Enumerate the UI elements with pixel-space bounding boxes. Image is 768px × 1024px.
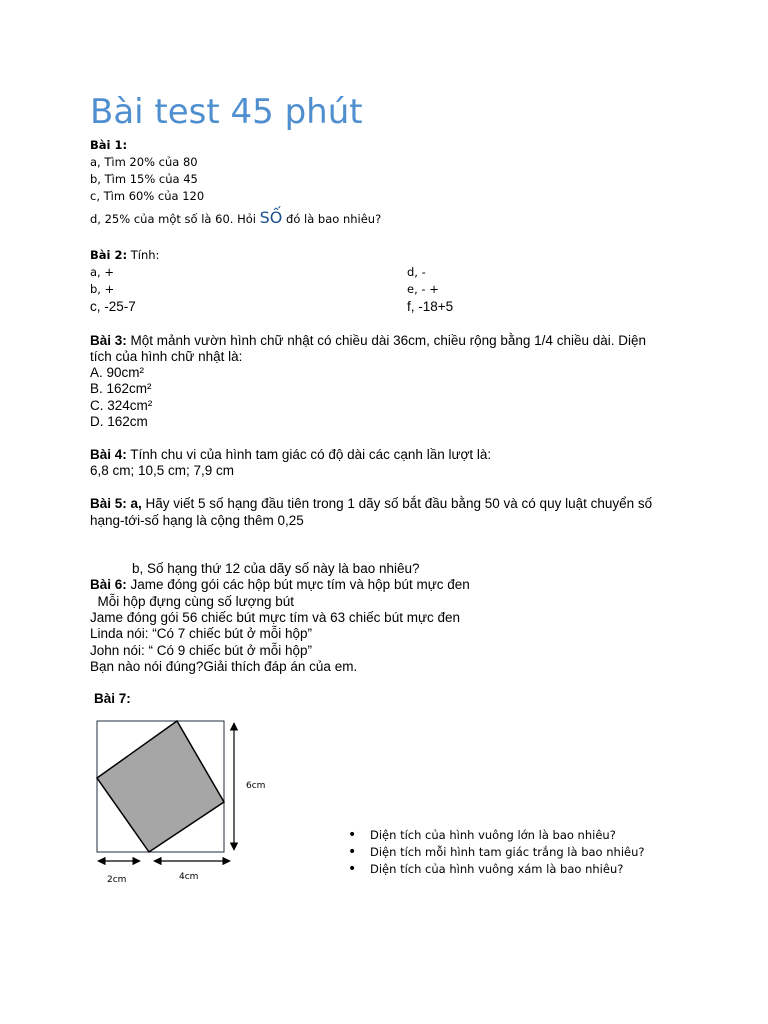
bai1-b: b, Tìm 15% của 45: [90, 172, 198, 186]
bai6-line6: Bạn nào nói đúng?Giải thích đáp án của em.: [90, 659, 358, 674]
bai5-label: Bài 5:: [90, 496, 127, 511]
bai2-c: c, -25-7: [90, 299, 136, 314]
label-4cm: 4cm: [179, 872, 199, 882]
label-2cm: 2cm: [107, 875, 127, 885]
bai7-question-1: • Diện tích của hình vuông lớn là bao nhiêu?: [348, 828, 644, 845]
bai2-d: d, -: [407, 265, 426, 279]
bai5-line2: hạng-tới-số hạng là cộng thêm 0,25: [90, 513, 304, 528]
bai6-line5: John nói: “ Có 9 chiếc bút ở mỗi hộp”: [90, 643, 312, 658]
page-title: Bài test 45 phút: [90, 92, 363, 132]
bai7-heading: [94, 691, 131, 706]
bai3-label: Bài 3:: [90, 333, 127, 348]
bai3-option-b: B. 162cm²: [90, 381, 152, 396]
bai2-e: e, - +: [407, 282, 439, 296]
bai6-line4: Linda nói: “Có 7 chiếc bút ở mỗi hộp”: [90, 626, 312, 641]
bai2-f: f, -18+5: [407, 299, 454, 314]
bai6-text1: Jame đóng gói các hộp bút mực tím và hộp bút mực đen: [126, 577, 470, 592]
bai1-a: a, Tìm 20% của 80: [90, 155, 198, 169]
bai7-label: Bài 7:: [94, 691, 131, 706]
bai2-a: a, +: [90, 265, 114, 279]
bai3-text1: Một mảnh vườn hình chữ nhật có chiều dài 36cm, chiều rộng bằng 1/4 chiều dài. Diện: [126, 333, 647, 348]
label-6cm: 6cm: [246, 781, 266, 791]
bai2-text: Tính:: [127, 248, 160, 262]
bai1-d: [90, 208, 381, 227]
bai1-label-line: [90, 138, 127, 152]
bai4-label: Bài 4:: [90, 447, 127, 462]
bai6-label: Bài 6:: [90, 577, 127, 592]
bai3-option-c: C. 324cm²: [90, 398, 153, 413]
bai5-text1: Hãy viết 5 số hạng đầu tiên trong 1 dãy số bắt đầu bằng 50 và có quy luật chuyển số: [141, 496, 653, 511]
bai3-line2: tích của hình chữ nhật là:: [90, 349, 243, 364]
bai5-line1: [90, 496, 652, 511]
bai7-figure: [85, 712, 285, 892]
bai7-question-3: • Diện tích của hình vuông xám là bao nhiêu?: [348, 862, 644, 879]
bai3-option-a: A. 90cm²: [90, 365, 145, 380]
bai2-label: Bài 2:: [90, 248, 128, 262]
bai1-d-so: SỐ: [259, 208, 283, 227]
bai4-line1: [90, 447, 491, 462]
bai2-heading: [90, 248, 159, 262]
bai3-line1: [90, 333, 646, 348]
bai3-option-d: D. 162cm: [90, 414, 148, 429]
bai1-label: Bài 1:: [90, 138, 128, 152]
bai6-line3: Jame đóng gói 56 chiếc bút mực tím và 63 chiếc bút mực đen: [90, 610, 461, 625]
bai6-line2: Mỗi hộp đựng cùng số lượng bút: [90, 594, 295, 609]
bai4-line2: 6,8 cm; 10,5 cm; 7,9 cm: [90, 463, 235, 478]
bai7-questions: [348, 828, 644, 879]
bai7-question-2: • Diện tích mỗi hình tam giác trắng là bao nhiêu?: [348, 845, 644, 862]
bai1-c: c, Tìm 60% của 120: [90, 189, 205, 203]
bai6-line1: [90, 577, 470, 592]
bai2-b: b, +: [90, 282, 115, 296]
bai5-b: b, Số hạng thứ 12 của dãy số này là bao nhiêu?: [132, 561, 420, 576]
bai5-a-label: a,: [126, 496, 142, 511]
bai4-text1: Tính chu vi của hình tam giác có độ dài các cạnh lần lượt là:: [126, 447, 492, 462]
bai1-d-post: đó là bao nhiêu?: [282, 212, 382, 226]
bai1-d-pre: d, 25% của một số là 60. Hỏi: [90, 212, 260, 226]
